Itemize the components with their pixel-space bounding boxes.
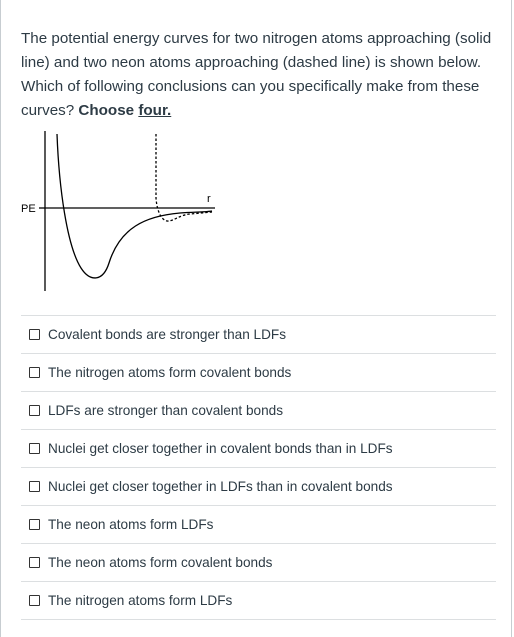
answer-option[interactable]: [21, 505, 496, 543]
answer-option[interactable]: [21, 467, 496, 505]
answer-label[interactable]: Covalent bonds are stronger than LDFs: [48, 327, 287, 342]
answer-label[interactable]: Nuclei get closer together in LDFs than in covalent bonds: [48, 479, 393, 494]
answer-list: [21, 315, 496, 620]
answer-checkbox[interactable]: [29, 481, 40, 492]
choose-count: four.: [138, 102, 172, 119]
answer-label[interactable]: Nuclei get closer together in covalent bonds than in LDFs: [48, 441, 393, 456]
answer-option[interactable]: [21, 581, 496, 620]
answer-checkbox[interactable]: [29, 405, 40, 416]
answer-label[interactable]: The neon atoms form covalent bonds: [48, 555, 273, 570]
answer-checkbox[interactable]: [29, 443, 40, 454]
answer-label[interactable]: The neon atoms form LDFs: [48, 517, 214, 532]
answer-checkbox[interactable]: [29, 595, 40, 606]
nitrogen-solid-curve: [57, 134, 212, 278]
answer-checkbox[interactable]: [29, 519, 40, 530]
answer-label[interactable]: LDFs are stronger than covalent bonds: [48, 403, 284, 418]
pe-axis-label: PE: [21, 203, 36, 215]
choose-label: Choose: [78, 102, 135, 119]
answer-label[interactable]: The nitrogen atoms form covalent bonds: [48, 365, 292, 380]
potential-energy-figure: [15, 128, 225, 298]
r-axis-label: r: [207, 193, 211, 205]
answer-label[interactable]: The nitrogen atoms form LDFs: [48, 593, 233, 608]
question-text-main: The potential energy curves for two nitrogen atoms approaching (solid line) and two neon atoms approaching (dashed line) is shown below. Which of following conclusions can you specifically make from these curves?: [21, 30, 492, 119]
answer-option[interactable]: [21, 391, 496, 429]
answer-checkbox[interactable]: [29, 557, 40, 568]
answer-checkbox[interactable]: [29, 367, 40, 378]
question-prompt: [21, 27, 497, 123]
answer-option[interactable]: [21, 429, 496, 467]
potential-energy-diagram: [15, 128, 225, 298]
answer-checkbox[interactable]: [29, 329, 40, 340]
answer-option[interactable]: [21, 315, 496, 353]
answer-option[interactable]: [21, 353, 496, 391]
answer-option[interactable]: [21, 543, 496, 581]
